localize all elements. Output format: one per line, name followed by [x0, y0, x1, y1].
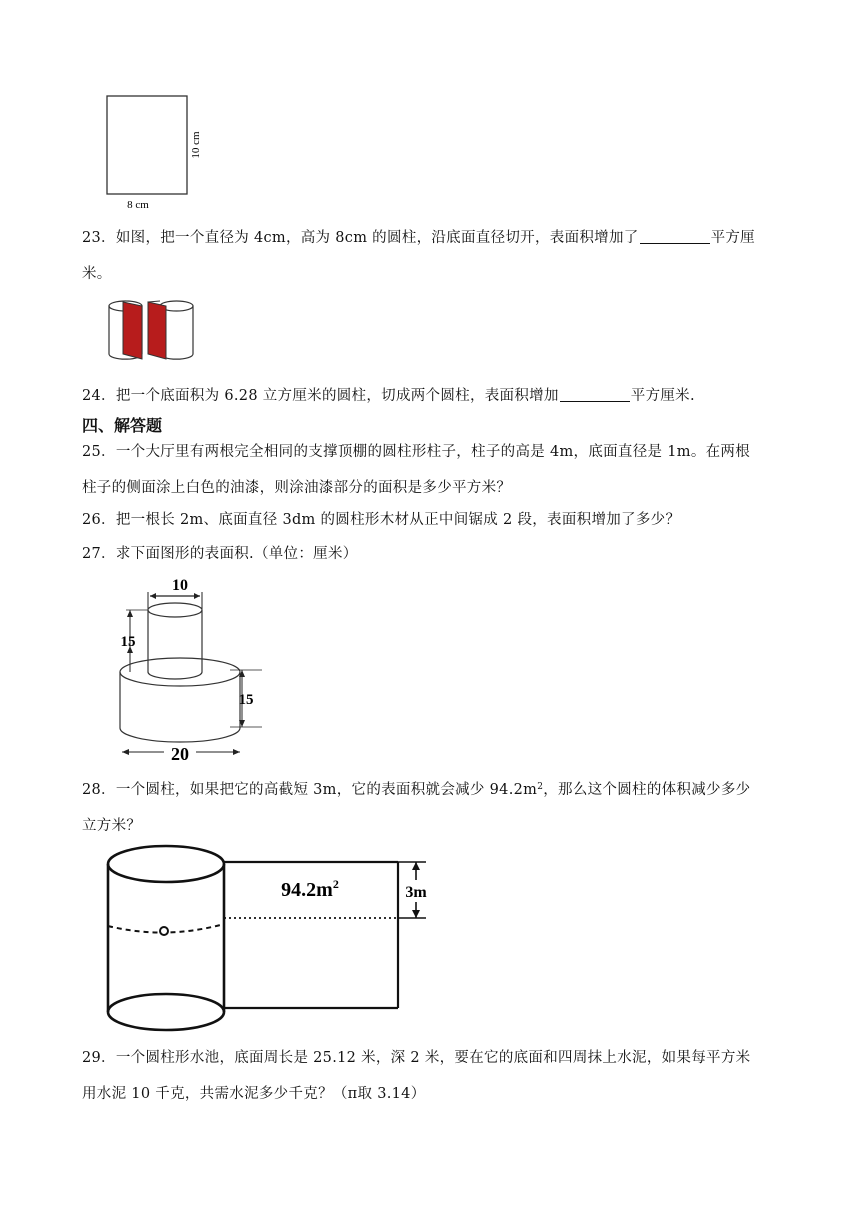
fig28-height-label: 3m — [405, 884, 427, 901]
question-24 — [82, 378, 782, 414]
q28-line1-sup: 2 — [537, 782, 544, 792]
fig27-bottom-label: 20 — [171, 744, 189, 764]
cylinder-unrolled-figure — [100, 840, 440, 1040]
question-29 — [82, 1040, 782, 1112]
question-27 — [82, 536, 782, 572]
question-28 — [82, 772, 782, 844]
fig27-right-label: 15 — [238, 692, 254, 708]
question-25 — [82, 434, 782, 506]
fig28-area-value: 94.2m — [281, 879, 333, 901]
fig27-left-label: 15 — [120, 634, 136, 650]
q29-line1: 29．一个圆柱形水池，底面周长是 25.12 米，深 2 米，要在它的底面和四周抹上水泥，如果每平方米 — [82, 1050, 751, 1066]
q24-text-b: 平方厘米. — [630, 388, 695, 404]
fig27-top-label: 10 — [172, 577, 188, 594]
q24-answer-blank[interactable] — [560, 385, 630, 402]
rect-width-label: 8 cm — [127, 199, 149, 211]
cut-cylinder-figure — [104, 296, 200, 368]
q28-line1-a: 28．一个圆柱，如果把它的高截短 3m，它的表面积就会减少 94.2m — [82, 782, 538, 798]
q28-line1-b: ，那么这个圆柱的体积减少多少 — [543, 782, 751, 798]
q23-text-a: 23．如图，把一个直径为 4cm，高为 8cm 的圆柱，沿底面直径切开，表面积增加了 — [82, 230, 639, 246]
rect-height-label: 10 cm — [190, 131, 202, 159]
q27-text: 27．求下面图形的表面积.（单位：厘米） — [82, 546, 358, 562]
q24-text-a: 24．把一个底面积为 6.28 立方厘米的圆柱，切成两个圆柱，表面积增加 — [82, 388, 559, 404]
fig28-area-label — [281, 877, 339, 901]
stacked-cylinders-figure — [112, 572, 272, 766]
rectangle-figure — [100, 90, 220, 214]
q28-line2: 立方米？ — [82, 818, 142, 834]
q29-line2: 用水泥 10 千克，共需水泥多少千克？（π取 3.14） — [82, 1086, 426, 1102]
cylinder-half-right — [148, 301, 193, 359]
q23-text-b: 平方厘 — [710, 230, 755, 246]
q26-text: 26．把一根长 2m、底面直径 3dm 的圆柱形木材从正中间锯成 2 段，表面积增加了多少？ — [82, 512, 681, 528]
q23-text-c: 米。 — [82, 266, 112, 282]
cylinder-half-left — [109, 301, 142, 359]
q25-line2: 柱子的侧面涂上白色的油漆，则涂油漆部分的面积是多少平方米？ — [82, 480, 512, 496]
q23-answer-blank[interactable] — [640, 227, 710, 244]
fig28-area-sup: 2 — [332, 877, 339, 891]
question-26 — [82, 502, 782, 538]
question-23 — [82, 220, 782, 292]
rectangle-shape — [107, 96, 187, 194]
q25-line1: 25．一个大厅里有两根完全相同的支撑顶棚的圆柱形柱子，柱子的高是 4m，底面直径是 1m。在两根 — [82, 444, 751, 460]
section-heading: 四、解答题 — [82, 416, 163, 435]
